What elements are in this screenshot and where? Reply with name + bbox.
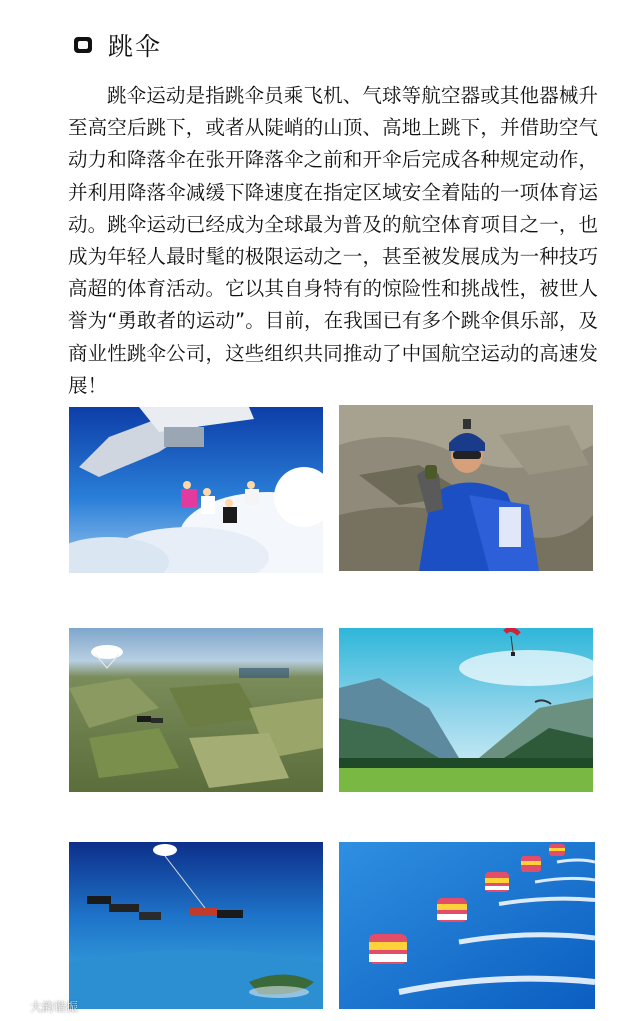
parachute-formation-photo <box>339 842 595 1009</box>
weibo-logo-icon <box>8 1000 26 1014</box>
watermark-text: 大韵谐振 <box>30 1000 79 1014</box>
skydivers-exiting-plane-photo <box>69 407 323 573</box>
watermark <box>8 998 78 1015</box>
freefall-over-farmland-photo <box>69 628 323 792</box>
skydiver-portrait-photo <box>339 405 593 571</box>
section-heading <box>72 27 162 63</box>
paragliders-over-mountains-photo <box>339 628 593 792</box>
section-title: 跳伞 <box>108 32 163 61</box>
square-bullet-icon <box>72 34 94 56</box>
body-paragraph: 跳伞运动是指跳伞员乘飞机、气球等航空器或其他器械升至高空后跳下，或者从陡峭的山顶、高地上跳下，并借助空气动力和降落伞在张开降落伞之前和开伞后完成各种规定动作，并利用降落伞减缓下降速度在指定区域安全着陆的一项体育运动。跳伞运动已经成为全球最为普及的航空体育项目之一，也成为年轻人最时髦的极限运动之一，甚至被发展成为一种技巧高超的体育活动。它以其自身特有的惊险性和挑战性，被世人誉为“勇敢者的运动”。目前，在我国已有多个跳伞俱乐部，及商业性跳伞公司，这些组织共同推动了中国航空运动的高速发展！ <box>68 84 598 397</box>
tandem-skydive-over-coast-photo <box>69 842 323 1009</box>
